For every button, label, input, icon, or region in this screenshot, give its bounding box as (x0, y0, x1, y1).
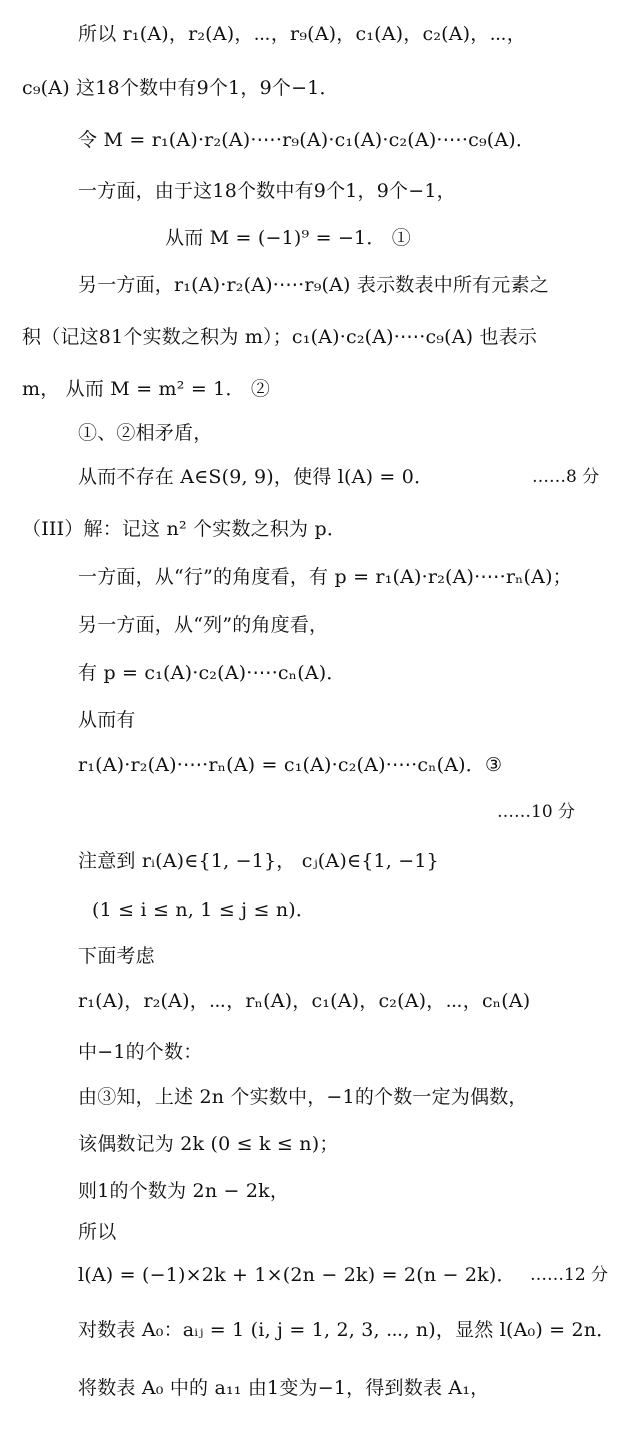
text-line-22: 由③知，上述 2n 个实数中，−1的个数一定为偶数， (78, 1086, 528, 1108)
text-line-23: 该偶数记为 2k (0 ≤ k ≤ n)； (78, 1133, 339, 1155)
text-line-3: 令 M = r₁(A)·r₂(A)·⋯·r₉(A)·c₁(A)·c₂(A)·⋯·c₉(A)． (78, 129, 536, 151)
text-line-19: 下面考虑 (78, 945, 155, 967)
text-line-9: ①、②相矛盾， (78, 422, 213, 444)
text-line-14: 有 p = c₁(A)·c₂(A)·⋯·cₙ(A)． (78, 662, 346, 684)
text-line-27: 对数表 A₀：aᵢⱼ = 1 (i, j = 1, 2, 3, ⋯, n)，显然 l(A₀) = 2n． (78, 1319, 616, 1341)
score-mark-8: ……8 分 (532, 467, 600, 487)
text-line-8: m， 从而 M = m² = 1． ② (22, 378, 271, 400)
text-line-25: 所以 (78, 1221, 117, 1243)
text-line-10: 从而不存在 A∈S(9, 9)，使得 l(A) = 0． (78, 466, 434, 488)
text-line-24: 则1的个数为 2n − 2k， (78, 1180, 290, 1202)
text-line-20: r₁(A)，r₂(A)，⋯，rₙ(A)，c₁(A)，c₂(A)，⋯，cₙ(A) (78, 990, 531, 1012)
text-line-5: 从而 M = (−1)⁹ = −1． ① (165, 227, 411, 249)
text-line-7: 积（记这81个实数之积为 m）；c₁(A)·c₂(A)·⋯·c₉(A) 也表示 (22, 326, 538, 348)
text-line-21: 中−1的个数： (78, 1041, 203, 1063)
score-mark-10: ……10 分 (497, 802, 576, 822)
text-line-1: 所以 r₁(A)，r₂(A)，⋯，r₉(A)，c₁(A)，c₂(A)，⋯， (78, 23, 526, 45)
text-line-11: （III）解：记这 n² 个实数之积为 p． (22, 518, 347, 540)
text-line-26: l(A) = (−1)×2k + 1×(2n − 2k) = 2(n − 2k)． (78, 1264, 516, 1286)
text-line-17: 注意到 rᵢ(A)∈{1, −1}， cⱼ(A)∈{1, −1} (78, 850, 439, 872)
text-line-2: c₉(A) 这18个数中有9个1，9个−1． (22, 77, 339, 99)
text-line-6: 另一方面，r₁(A)·r₂(A)·⋯·r₉(A) 表示数表中所有元素之 (78, 274, 549, 296)
text-line-15: 从而有 (78, 709, 136, 731)
text-line-13: 另一方面，从“列”的角度看， (78, 614, 329, 636)
text-line-12: 一方面，从“行”的角度看，有 p = r₁(A)·r₂(A)·⋯·rₙ(A)； (78, 566, 572, 588)
text-line-4: 一方面，由于这18个数中有9个1，9个−1， (78, 180, 456, 202)
score-mark-12: ……12 分 (530, 1265, 609, 1285)
text-line-18: (1 ≤ i ≤ n, 1 ≤ j ≤ n)． (92, 899, 316, 921)
text-line-16: r₁(A)·r₂(A)·⋯·rₙ(A) = c₁(A)·c₂(A)·⋯·cₙ(A)．③ (78, 754, 503, 776)
text-line-28: 将数表 A₀ 中的 a₁₁ 由1变为−1，得到数表 A₁， (78, 1377, 490, 1399)
